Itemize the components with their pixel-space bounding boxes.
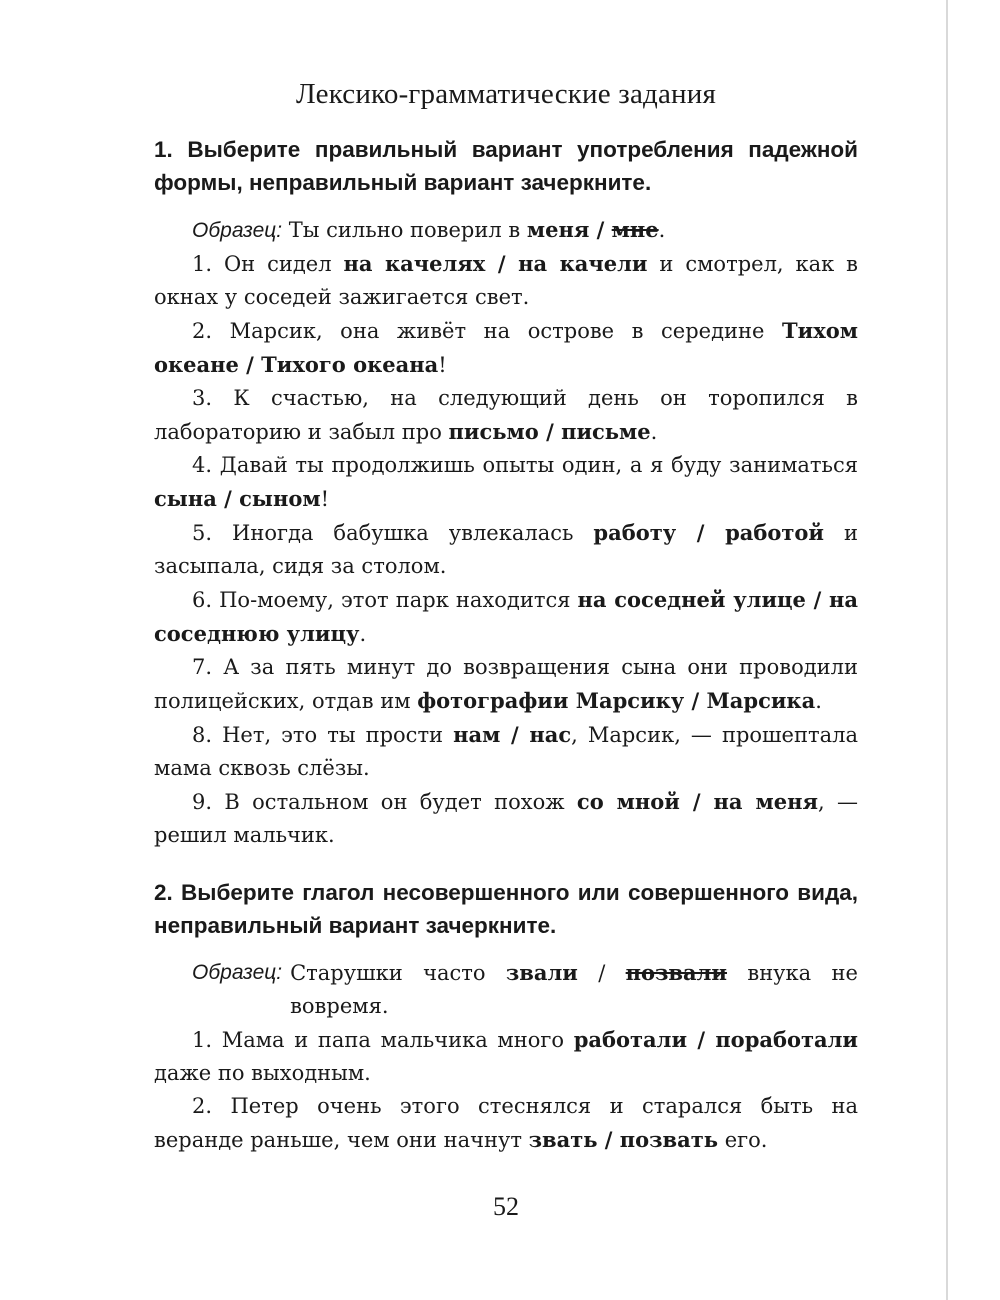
answer-options: сына / сыном <box>154 486 321 511</box>
exercise-item: 1. Он сидел на качелях / на качели и смотрел, как в окнах у соседей зажигается свет. <box>154 251 858 309</box>
answer-options: на качелях / на качели <box>343 251 648 276</box>
exercise-item: 9. В остальном он будет похож со мной / на меня, — решил мальчик. <box>154 789 858 847</box>
answer-options: работу / работой <box>593 520 824 545</box>
exercise-item: 6. По-моему, этот парк находится на соседней улице / на соседнюю улицу. <box>154 587 858 646</box>
exercise-item: 4. Давай ты продолжишь опыты один, а я буду заниматься сына / сыном! <box>154 453 858 511</box>
task1-sample: Образец: Ты сильно поверил в меня / мне. <box>192 217 666 242</box>
struck-option: мне <box>611 217 659 242</box>
task2-list <box>154 1023 858 1157</box>
struck-option: позвали <box>625 960 728 985</box>
answer-options: письмо / письме <box>448 419 651 444</box>
exercise-item: 1. Мама и папа мальчика много работали / поработали даже по выходным. <box>154 1027 858 1085</box>
exercise-item: 7. А за пять минут до возвращения сына они проводили полицейских, отдав им фотографии Марсику / Марсика. <box>154 655 858 713</box>
exercise-item: 8. Нет, это ты прости нам / нас, Марсик, — прошептала мама сквозь слёзы. <box>154 722 858 780</box>
answer-options: нам / нас <box>453 722 572 747</box>
sample-label: Образец: <box>192 219 283 242</box>
exercise-item: 2. Петер очень этого стеснялся и старался быть на веранде раньше, чем они начнут звать / позвать его. <box>154 1094 858 1152</box>
page-body <box>154 78 858 1157</box>
task2-sample: Образец: Старушки часто звали / позвали внука не вовремя. <box>154 956 858 1023</box>
task2-heading: 2. Выберите глагол несовершенного или совершенного вида, неправильный вариант зачеркните. <box>154 880 858 938</box>
answer-options: работали / поработали <box>573 1027 858 1052</box>
page-title: Лексико-грамматические задания <box>295 78 717 110</box>
section-gap <box>154 852 858 876</box>
exercise-item: 2. Марсик, она живёт на острове в середине Тихом океане / Тихого океана! <box>154 318 858 377</box>
sample-label: Образец: <box>192 961 283 984</box>
task1-heading: 1. Выберите правильный вариант употребления падежной формы, неправильный вариант зачеркните. <box>154 137 858 195</box>
answer-options: звать / позвать <box>528 1127 719 1152</box>
page-number: 52 <box>493 1192 519 1221</box>
task1-list <box>154 247 858 852</box>
answer-options: со мной / на меня <box>576 789 818 814</box>
answer-options: на соседней улице / на соседнюю улицу <box>154 587 858 646</box>
answer-options: Тихом океане / Тихого океана <box>154 318 858 377</box>
answer-options: фотографии Марсику / Марсика <box>417 688 816 713</box>
exercise-item: 5. Иногда бабушка увлекалась работу / работой и засыпала, сидя за столом. <box>154 520 858 578</box>
exercise-item: 3. К счастью, на следующий день он торопился в лабораторию и забыл про письмо / письме. <box>154 386 858 444</box>
page-edge <box>946 0 948 1300</box>
